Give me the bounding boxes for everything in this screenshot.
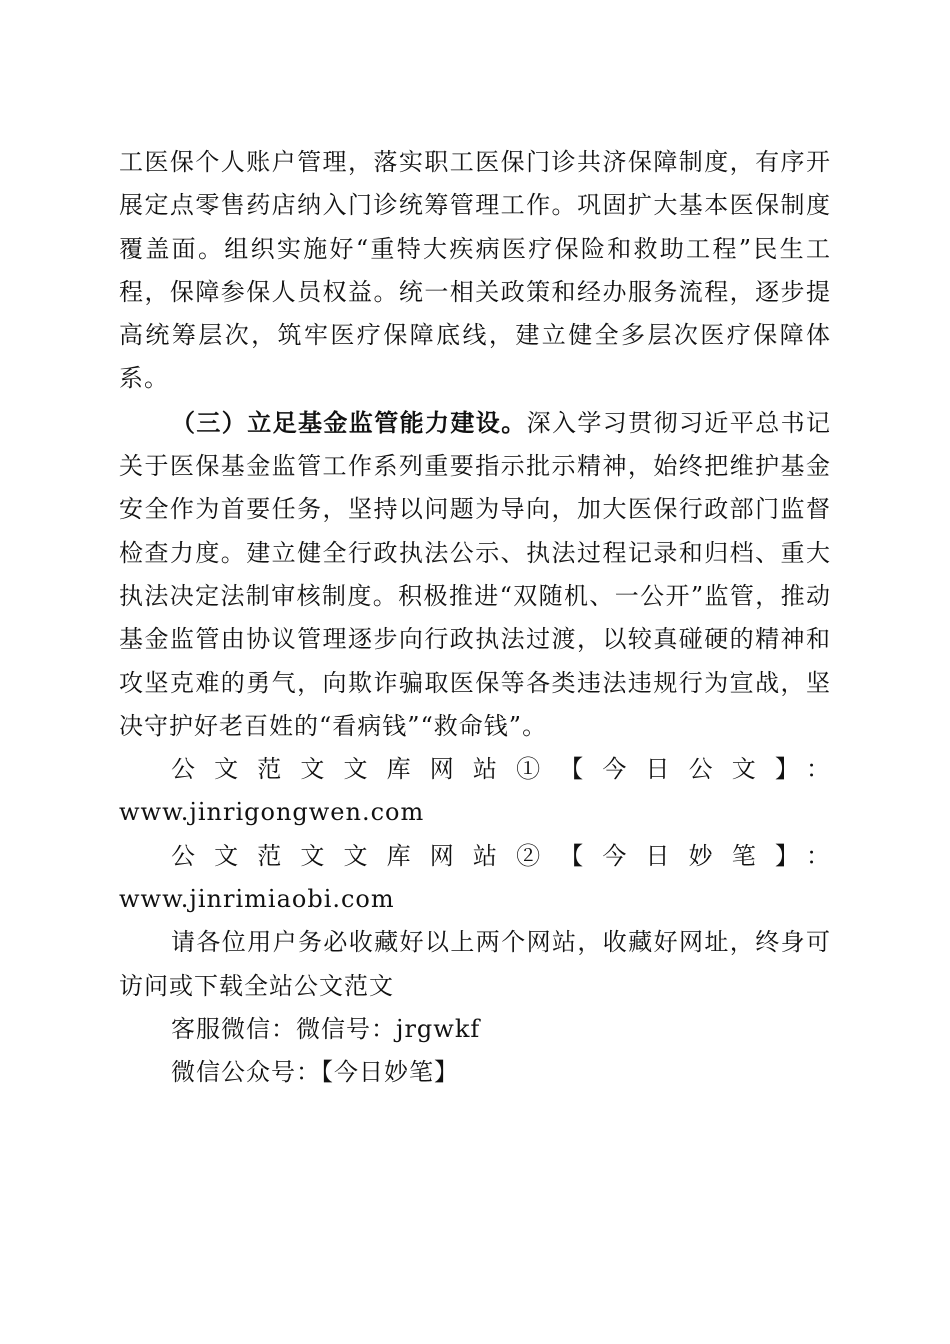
paragraph-medical-insurance: 工医保个人账户管理，落实职工医保门诊共济保障制度，有序开展定点零售药店纳入门诊统筹管理工作。巩固扩大基本医保制度覆盖面。组织实施好“重特大疾病医疗保险和救助工程”民生工程，保障参保人员权益。统一相关政策和经办服务流程，逐步提高统筹层次，筑牢医疗保障底线，建立健全多层次医疗保障体系。 <box>119 148 831 393</box>
site2-line: 公文范文文库网站②【今日妙笔】：www.jinrimiaobi.com <box>119 841 831 914</box>
service-wechat: 客服微信：微信号：jrgwkf <box>171 1014 481 1043</box>
bookmark-notice: 请各位用户务必收藏好以上两个网站，收藏好网址，终身可访问或下载全站公文范文 <box>119 928 831 1000</box>
paragraph-fund-supervision <box>119 401 831 748</box>
paragraph-fund-supervision-body: 深入学习贯彻习近平总书记关于医保基金监管工作系列重要指示批示精神，始终把维护基金安全作为首要任务，坚持以问题为导向，加大医保行政部门监督检查力度。建立健全行政执法公示、执法过程记录和归档、重大执法决定法制审核制度。积极推进“双随机、一公开”监管，推动基金监管由协议管理逐步向行政执法过渡，以较真碰硬的精神和攻坚克难的勇气，向欺诈骗取医保等各类违法违规行为宣战，坚决守护好老百姓的“看病钱”“救命钱”。 <box>119 408 832 740</box>
document-body <box>119 141 831 1095</box>
section-heading-three: （三）立足基金监管能力建设。 <box>171 407 527 437</box>
site1-label: 公文范文文库网站①【今日公文】： <box>171 755 831 784</box>
site1-url: www.jinrigongwen.com <box>119 798 425 827</box>
official-account: 微信公众号：【今日妙笔】 <box>171 1058 459 1087</box>
